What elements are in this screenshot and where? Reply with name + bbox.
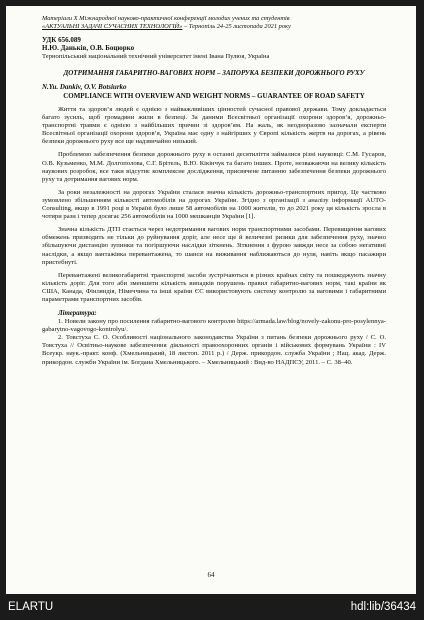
conference-date: – Тернопіль 24-25 листопада 2021 року xyxy=(182,23,291,30)
paragraph: Перевантажені великогабаритні транспортні засоби зустрічаються в різних країнах світу та пошкоджують значну кількість доріг. Для того аби зменшити кількість випадків порушень правил габаритно-вагових норм, такі країни як США, Канада, Фінляндія, Німеччина та інші країни ЄС використовують систему контролю за ваговими і габаритними параметрами транспортних засобів. xyxy=(42,271,386,303)
page-number: 64 xyxy=(207,571,215,579)
conference-name: «АКТУАЛЬНІ ЗАДАЧІ СУЧАСНИХ ТЕХНОЛОГІЙ» xyxy=(42,23,183,30)
authors-ua: Н.Ю. Даньків, О.В. Боцюрко xyxy=(42,44,135,52)
document-page xyxy=(6,6,416,594)
reference-item: 1. Новели закону про посилення габаритно-вагового контролю https://armada.law/blog/novely-zakonu-pro-posylennya-gabarytno-vagovogo-kontrolyu/. xyxy=(42,318,386,334)
conference-header xyxy=(42,15,386,31)
article-body xyxy=(42,106,386,304)
title-ua: ДОТРИМАННЯ ГАБАРИТНО-ВАГОВИХ НОРМ – ЗАПОРУКА БЕЗПЕКИ ДОРОЖНЬОГО РУХУ xyxy=(63,68,365,77)
repository-name: ELARTU xyxy=(8,601,54,613)
conference-header-line1: Матеріали Х Міжнародної науково-практичної конференції молодих учених та студентів xyxy=(42,15,290,22)
paragraph: Проблемою забезпечення безпеки дорожнього руху в останні десятиліття займалися різні науковці: С.М. Гусаров, О.В. Кузьменко, М.М. Долгополова, С.Г. Брітель, В.Ю. Кікінчук та багато інших. Проте, незважаючи на велику кількість наукових розробок, все таки відсутнє комплексне дослідження, присвячене питанню забезпечення безпеки дорожнього руху та дотримання вагових норм. xyxy=(42,151,386,183)
paragraph: Життя та здоров’я людей є однією з найважливіших цінностей сучасної правової держави. Тому докладається багато зусиль, щоб громадяни жили в безпеці. За даними Всесвітньої організації охорони здоров’я, дорожньо-транспортні травми є однією з найбільших причин зі здоров’ям. На жаль, як неодноразово зазначали експерти Всесвітньої організації охорони здоров’я, Україна має одну з найгірших у Європі кількість жертв на дорогах, а рівень безпеки дорожнього руху все ще надзвичайно низький. xyxy=(42,106,386,146)
conference-header-line2 xyxy=(42,23,386,31)
viewer-footer xyxy=(0,596,424,620)
handle-id: hdl:lib/36434 xyxy=(350,601,416,613)
udc-code: УДК 656.089 xyxy=(42,36,81,44)
literature-heading: Література: xyxy=(58,310,97,318)
title-en: COMPLIANCE WITH OVERVIEW AND WEIGHT NORMS – GUARANTEE OF ROAD SAFETY xyxy=(63,91,365,100)
authors-en: N.Yu. Dankiv, O.V. Botsiurko xyxy=(42,83,127,91)
paragraph: За роки незалежності на дорогах України сталася значна кількість дорожньо-транспортних пригод. Це частково зумовлено збільшенням кількості автомобілів на дорогах України. Згідно з організації з аналізу інформації AUTO-Consulting, якщо в 1991 році в Україні було лише 58 автомобілів на 1000 жителів, то до 2021 року ця кількість зросла в чотири рази і тепер досягає 256 автомобілів на 1000 мешканців України [1]. xyxy=(42,188,386,221)
affiliation: Тернопільський національний технічний університет імені Івана Пулюя, Україна xyxy=(42,52,270,60)
paragraph: Значна кількість ДТП стається через недотримання вагових норм транспортними засобами. Перевищення вагових обмежень призводить не тільки до руйнування доріг, але несе ще й величезні ризики для забезпечення руху, значно збільшуючи дистанцію зупинки та погіршуючи наслідки зіткнень. Зіткнення з фурою завжди несе за собою негативні наслідки, а якщо вантажівка перевантажена, то шанси на виживання наближаються до нуля, навіть якщо пасажири пристебнуті. xyxy=(42,226,386,266)
reference-item: 2. Товстуха С. О. Особливості національного законодавства України з питань безпеки дорожнього руху / С. О. Товстуха // Освітньо-наукове забезпечення діяльності правоохоронних органів і військових формувань України : IV Всеукр. наук.-практ. конф. (Хмельницький, 18 листоп. 2011 р.) / Держ. прикордон. служба України ; Нац. акад. Держ. прикордон. служби України ім. Богдана Хмельницького. – Хмельницький : Вид-во НАДПСУ, 2011. – С. 38–40. xyxy=(42,334,386,366)
